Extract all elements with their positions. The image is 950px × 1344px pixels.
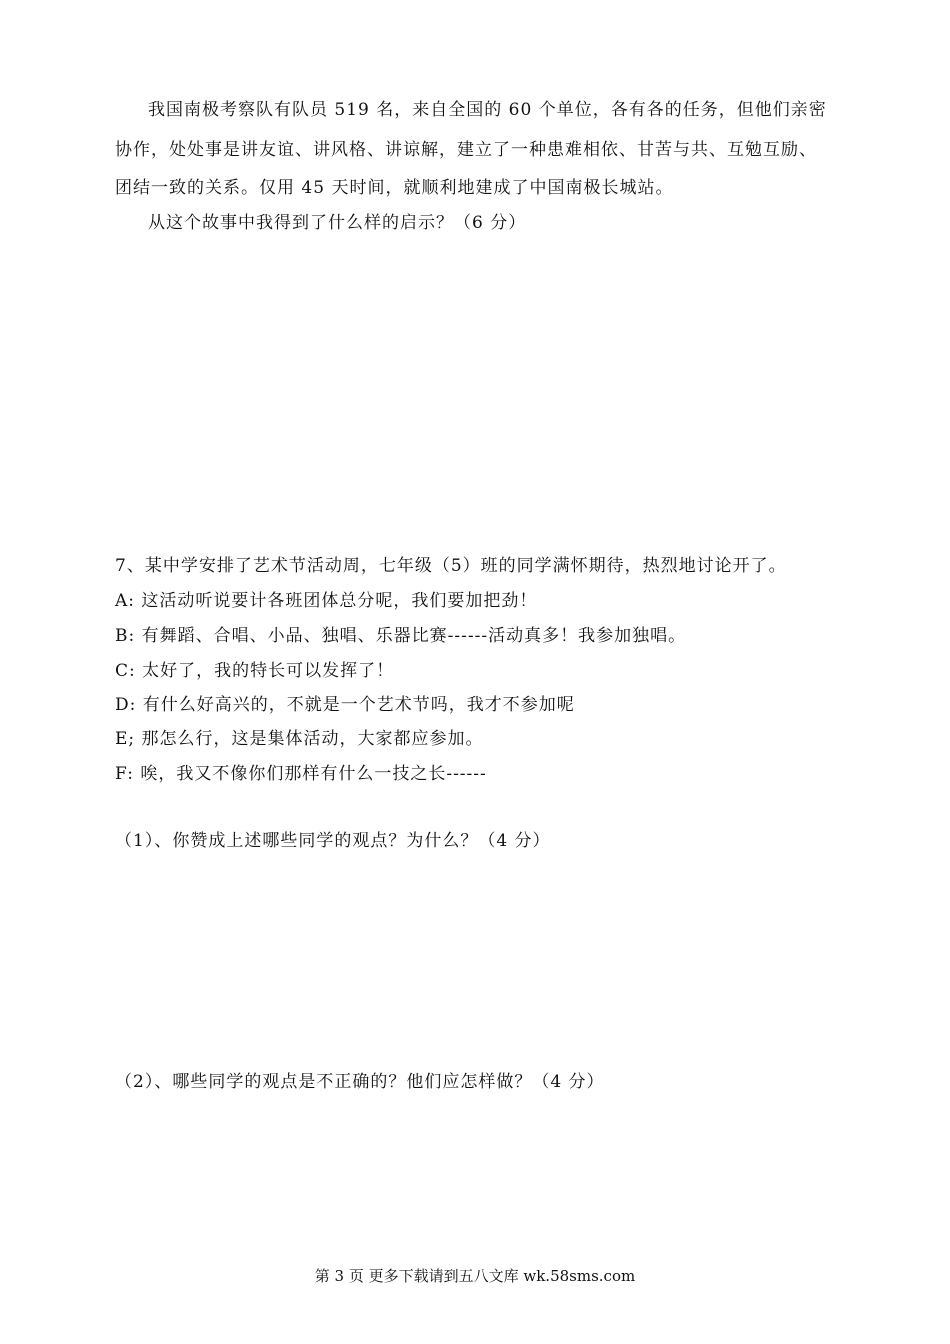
sub-question-1: （1）、你赞成上述哪些同学的观点？为什么？（4 分）: [115, 831, 551, 851]
statement-c: C: 太好了，我的特长可以发挥了！: [115, 661, 395, 681]
statement-d: D: 有什么好高兴的，不就是一个艺术节吗，我才不参加呢: [115, 695, 575, 715]
passage-line-2: 协作，处处事是讲友谊、讲风格、讲谅解，建立了一种患难相依、甘苦与共、互勉互励、: [115, 140, 817, 160]
passage-question: 从这个故事中我得到了什么样的启示？（6 分）: [148, 213, 527, 233]
answer-space-sub-1: [115, 860, 855, 1060]
question-7-stem: 7、某中学安排了艺术节活动周，七年级（5）班的同学满怀期待，热烈地讨论开了。: [115, 556, 787, 576]
statement-e: E; 那怎么行，这是集体活动，大家都应参加。: [115, 729, 484, 749]
sub-question-2: （2）、哪些同学的观点是不正确的？他们应怎样做？（4 分）: [115, 1072, 605, 1092]
statement-f: F: 唉，我又不像你们那样有什么一技之长------: [115, 764, 487, 784]
answer-space-passage: [115, 245, 855, 545]
statement-a: A: 这活动听说要计各班团体总分呢，我们要加把劲！: [115, 591, 538, 611]
answer-space-sub-2: [115, 1100, 855, 1250]
passage-line-3: 团结一致的关系。仅用 45 天时间，就顺利地建成了中国南极长城站。: [115, 178, 674, 198]
passage-line-1: 我国南极考察队有队员 519 名，来自全国的 60 个单位，各有各的任务，但他们亲密: [148, 100, 827, 120]
statement-b: B: 有舞蹈、合唱、小品、独唱、乐器比赛------活动真多！我参加独唱。: [115, 626, 687, 646]
page-footer: 第 3 页 更多下载请到五八文库 wk.58sms.com: [314, 1267, 636, 1285]
